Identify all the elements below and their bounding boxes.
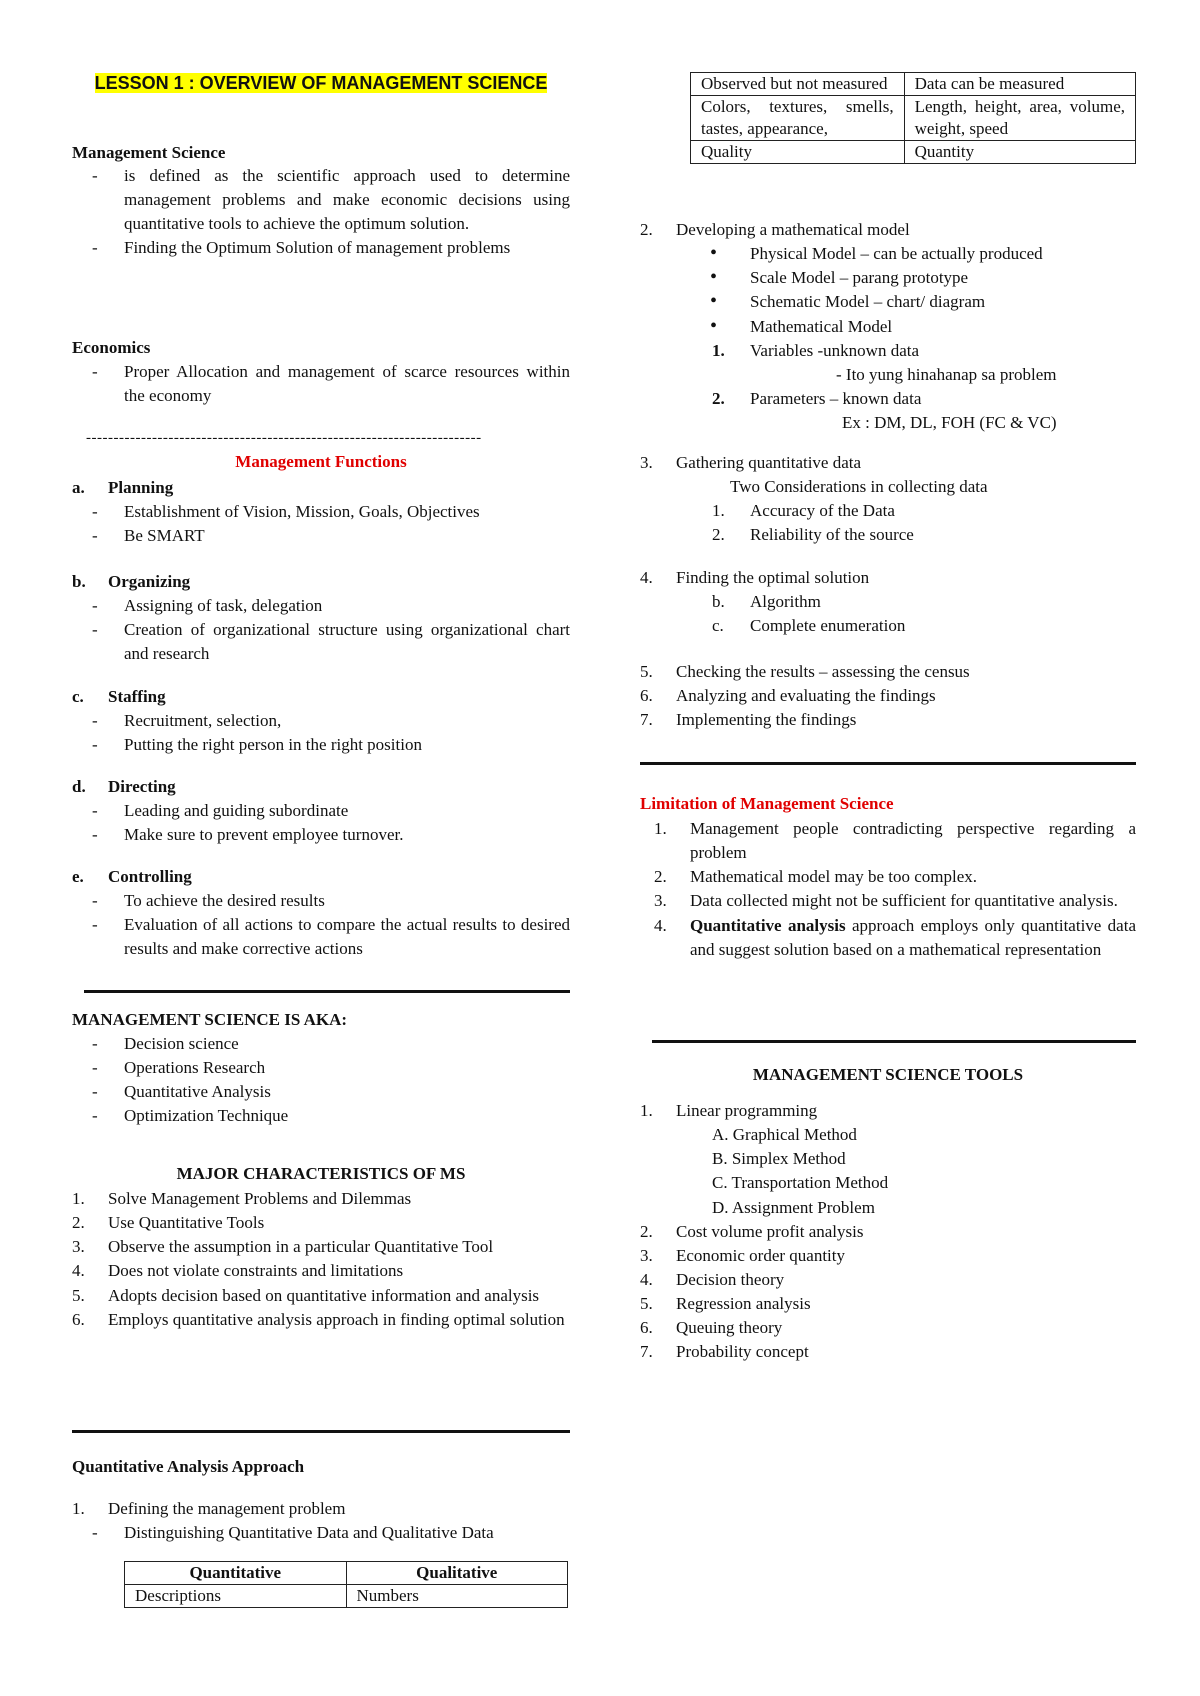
table-row	[691, 96, 1136, 141]
function-letter: d.	[72, 777, 86, 796]
section-divider	[652, 1040, 1136, 1043]
function-letter: e.	[72, 867, 84, 886]
table-row	[691, 141, 1136, 164]
table-row	[125, 1585, 568, 1608]
list-item: - Quantitative Analysis	[72, 1080, 570, 1104]
section-divider	[640, 762, 1136, 765]
list-item: 3. Observe the assumption in a particular Quantitative Tool	[72, 1237, 494, 1257]
list-item: • Mathematical Model	[640, 315, 1136, 339]
function-name: Staffing	[108, 687, 166, 706]
list-item: 6. Employs quantitative analysis approach in finding optimal solution	[72, 1309, 565, 1329]
list-item: 5. Regression analysis	[640, 1294, 811, 1313]
list-item: 1. Accuracy of the Data	[712, 501, 895, 521]
list-item: 3. Data collected might not be sufficient for quantitative analysis.	[654, 891, 1118, 911]
list-item: - Creation of organizational structure using organizational chart and research	[72, 618, 570, 666]
table-cell: Data can be measured	[904, 73, 1135, 96]
list-item-note: Ex : DM, DL, FOH (FC & VC)	[842, 412, 1057, 432]
list-item-note: - Ito yung hinahanap sa problem	[836, 364, 1057, 384]
list-item: - To achieve the desired results	[72, 889, 570, 913]
characteristics-heading: MAJOR CHARACTERISTICS OF MS	[176, 1164, 466, 1183]
list-item: 4. Does not violate constraints and limitations	[72, 1261, 404, 1281]
function-name: Directing	[108, 777, 176, 796]
list-item: - Evaluation of all actions to compare the actual results to desired results and make corrective actions	[72, 913, 570, 961]
qa-step-1	[72, 1497, 570, 1545]
list-item: - Recruitment, selection,	[72, 709, 570, 733]
list-item: • Scale Model – parang prototype	[640, 266, 1136, 290]
qa-heading: Quantitative Analysis Approach	[72, 1457, 305, 1476]
list-item: 4. Quantitative analysis approach employs only quantitative data and suggest solution based on a mathematical representation	[654, 915, 1136, 959]
list-item: - Proper Allocation and management of scarce resources within the economy	[72, 360, 570, 408]
list-item: • Schematic Model – chart/ diagram	[640, 290, 1136, 314]
list-item: - Decision science	[72, 1032, 570, 1056]
list-item: - Make sure to prevent employee turnover.	[72, 823, 570, 847]
list-item: 1. Linear programming	[640, 1101, 818, 1120]
list-item: 7. Implementing the findings	[640, 710, 857, 730]
list-item: 1. Variables -unknown data	[712, 340, 920, 360]
management-functions-heading: Management Functions	[235, 452, 407, 471]
ms-definition-list	[72, 164, 570, 261]
list-item: 1. Defining the management problem	[72, 1499, 346, 1518]
management-science-heading: Management Science	[72, 143, 226, 162]
list-item: - is defined as the scientific approach used to determine management problems and make economic decisions using quantitative tools to achieve the optimum solution.	[72, 164, 570, 236]
list-item: • Physical Model – can be actually produced	[640, 242, 1136, 266]
list-item: 2. Cost volume profit analysis	[640, 1221, 864, 1241]
function-letter: a.	[72, 478, 85, 497]
table-cell: Quality	[691, 141, 905, 164]
list-item: - Finding the Optimum Solution of management problems	[72, 236, 570, 260]
function-planning	[72, 476, 570, 548]
function-letter: b.	[72, 572, 86, 591]
list-item: - Leading and guiding subordinate	[72, 799, 570, 823]
list-item: c. Complete enumeration	[712, 616, 906, 636]
list-item: 4. Finding the optimal solution	[640, 568, 870, 587]
list-item: - Putting the right person in the right position	[72, 733, 570, 757]
characteristics-list	[72, 1187, 570, 1332]
list-item: D. Assignment Problem	[712, 1197, 875, 1217]
limitations-list	[654, 817, 1136, 962]
list-item: C. Transportation Method	[712, 1173, 889, 1193]
list-item: 1. Solve Management Problems and Dilemmas	[72, 1189, 412, 1208]
section-divider	[84, 990, 570, 993]
table-row	[691, 73, 1136, 96]
list-item: 5. Checking the results – assessing the census	[640, 662, 970, 681]
aka-list	[72, 1032, 570, 1129]
list-item: 5. Adopts decision based on quantitative information and analysis	[72, 1285, 540, 1305]
function-controlling	[72, 865, 570, 961]
function-letter: c.	[72, 687, 84, 706]
data-type-table-continued	[690, 72, 1136, 164]
table-cell: Observed but not measured	[691, 73, 905, 96]
table-cell: Descriptions	[125, 1585, 347, 1608]
economics-list	[72, 360, 570, 408]
list-item: 6. Queuing theory	[640, 1318, 783, 1338]
list-item: 7. Probability concept	[640, 1342, 809, 1362]
table-cell: Colors, textures, smells, tastes, appearance,	[691, 96, 905, 141]
aka-heading: MANAGEMENT SCIENCE IS AKA:	[72, 1010, 348, 1029]
function-name: Organizing	[108, 572, 191, 591]
list-item: 3. Gathering quantitative data	[640, 453, 862, 472]
qa-steps-5-7	[640, 660, 1136, 732]
qa-step-3	[640, 451, 1136, 547]
list-item: 2. Mathematical model may be too complex.	[654, 867, 978, 887]
function-staffing	[72, 685, 570, 757]
data-type-table	[124, 1561, 568, 1608]
list-item: - Assigning of task, delegation	[72, 594, 570, 618]
table-header-row	[125, 1562, 568, 1585]
list-item: - Establishment of Vision, Mission, Goals, Objectives	[72, 500, 570, 524]
list-item: 3. Economic order quantity	[640, 1245, 846, 1265]
list-item: - Optimization Technique	[72, 1104, 570, 1128]
limitation-heading: Limitation of Management Science	[640, 794, 894, 813]
function-directing	[72, 775, 570, 847]
table-cell: Length, height, area, volume, weight, speed	[904, 96, 1135, 141]
list-item: A. Graphical Method	[712, 1125, 857, 1145]
list-item: 2. Reliability of the source	[712, 525, 914, 545]
list-item: 2. Use Quantitative Tools	[72, 1213, 265, 1233]
function-name: Planning	[108, 478, 174, 497]
tools-list	[640, 1099, 1136, 1364]
function-name: Controlling	[108, 867, 192, 886]
list-item: - Distinguishing Quantitative Data and Qualitative Data	[72, 1521, 570, 1545]
table-header: Qualitative	[346, 1562, 568, 1585]
list-item: 1. Management people contradicting perspective regarding a problem	[654, 819, 1136, 863]
list-item: B. Simplex Method	[712, 1149, 846, 1169]
list-item: - Operations Research	[72, 1056, 570, 1080]
qa-step-2	[640, 218, 1136, 435]
tools-heading: MANAGEMENT SCIENCE TOOLS	[752, 1065, 1024, 1084]
list-item: 2. Parameters – known data	[712, 388, 922, 408]
dashed-separator: ------------------------------------------------------------------------	[86, 430, 482, 446]
list-item: 4. Decision theory	[640, 1269, 785, 1289]
list-item-note: Two Considerations in collecting data	[730, 477, 988, 497]
section-divider	[72, 1430, 570, 1433]
list-item: - Be SMART	[72, 524, 570, 548]
table-cell: Quantity	[904, 141, 1135, 164]
qa-step-4	[640, 566, 1136, 638]
function-organizing	[72, 570, 570, 666]
list-item: 6. Analyzing and evaluating the findings	[640, 686, 936, 706]
economics-heading: Economics	[72, 338, 151, 357]
list-item: b. Algorithm	[712, 592, 821, 612]
table-header: Quantitative	[125, 1562, 347, 1585]
lesson-title: LESSON 1 : OVERVIEW OF MANAGEMENT SCIENCE	[94, 73, 548, 93]
list-item: 2. Developing a mathematical model	[640, 220, 910, 239]
table-cell: Numbers	[346, 1585, 568, 1608]
